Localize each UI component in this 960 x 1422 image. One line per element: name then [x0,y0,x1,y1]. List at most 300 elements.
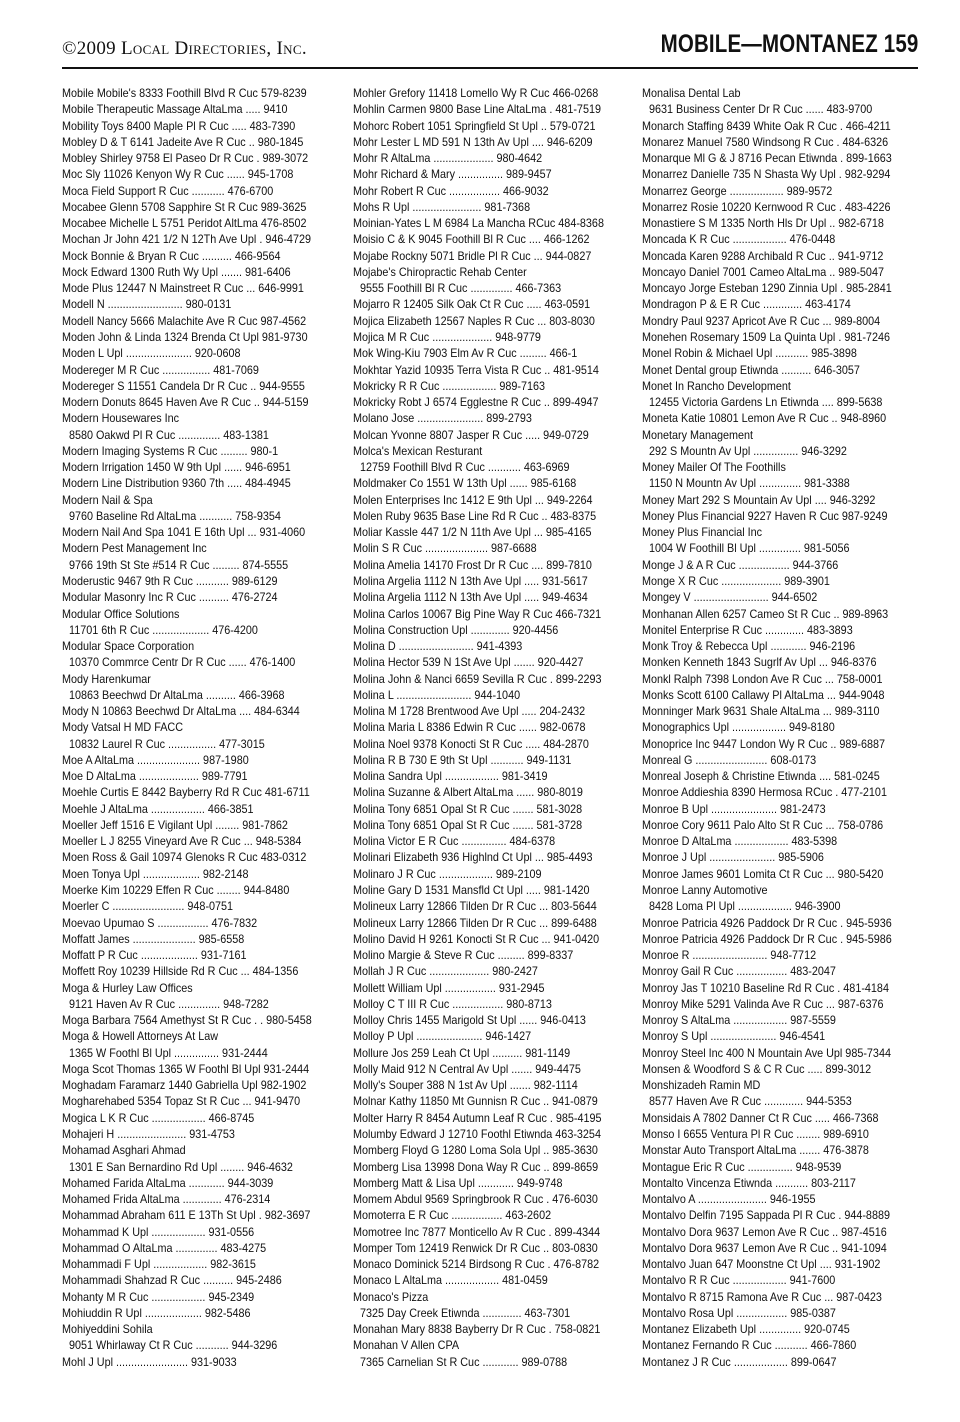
directory-listing [62,1175,338,1191]
directory-listing [642,996,918,1012]
directory-listing [62,996,338,1012]
listing-text: Montanez Elizabeth Upl .............. 920-0745 [642,1322,850,1337]
listing-text: Mohl J Upl ........................ 931-9033 [62,1354,237,1369]
listing-text: Monroy S AltaLma .................. 987-5559 [642,1013,836,1028]
directory-listing [642,492,918,508]
directory-listing [642,280,918,296]
listing-text: Moe D AltaLma .................... 989-7791 [62,769,248,784]
listing-text: Mojabe Rockny 5071 Bridle Pl R Cuc ... 944-0827 [353,248,592,263]
directory-listing [353,1159,629,1175]
listing-text: Modern Housewares Inc [62,411,180,426]
directory-listing [353,947,629,963]
listing-text: Moeller Jeff 1516 E Vigilant Upl ........ 981-7862 [62,817,288,832]
listing-text: Mohammad K Upl .................. 931-0556 [62,1224,255,1239]
listing-text: Monarch Staffing 8439 White Oak R Cuc . 466-4211 [642,118,891,133]
listing-text: Mohanty M R Cuc .................. 945-2349 [62,1289,255,1304]
directory-listing [642,264,918,280]
directory-listing [353,1191,629,1207]
listing-text: Mogica L K R Cuc .................. 466-8745 [62,1110,255,1125]
directory-listing [642,1093,918,1109]
directory-listing [642,1142,918,1158]
directory-listing [62,231,338,247]
listing-text: Molina Suzanne & Albert AltaLma ...... 980-8019 [353,785,583,800]
listing-text: Monge X R Cuc .................... 989-3901 [642,573,830,588]
directory-listing [353,833,629,849]
listing-text: Modereger S 11551 Candela Dr R Cuc .. 944-9555 [62,378,305,393]
listing-text: Monetary Management [642,427,754,442]
directory-listing [62,345,338,361]
directory-listing [642,589,918,605]
listing-text: Monroe Lanny Automotive [642,883,768,898]
directory-listing [642,606,918,622]
directory-listing [353,671,629,687]
directory-listing [353,654,629,670]
directory-listing [353,849,629,865]
directory-listing [353,606,629,622]
directory-listing [353,817,629,833]
listing-text: Monshizadeh Ramin MD [642,1078,761,1093]
directory-listing [353,378,629,394]
listing-text: Mohammadi F Upl .................. 982-3615 [62,1257,256,1272]
directory-listing [353,1028,629,1044]
listing-text: Monarrez Danielle 735 N Shasta Wy Upl . 982-9294 [642,167,891,182]
listing-text: Mohorc Robert 1051 Springfield St Upl .. 579-0721 [353,118,596,133]
directory-listing [642,540,918,556]
listing-text: Montalvo Dora 9637 Lemon Ave R Cuc .. 987-4516 [642,1224,887,1239]
listing-text: Moehle J AltaLma .................. 466-3851 [62,801,254,816]
listing-text: Molnar Kathy 11850 Mt Gunnisn R Cuc .. 941-0879 [353,1094,598,1109]
listing-text: Monehen Rosemary 1509 La Quinta Upl . 981-7246 [642,329,890,344]
directory-listing [62,1256,338,1272]
directory-listing [353,801,629,817]
listing-text: Monaco L AltaLma .................. 481-0459 [353,1273,548,1288]
directory-listing [62,1224,338,1240]
listing-text: Mohs R Upl ....................... 981-7368 [353,199,531,214]
directory-listing [62,1093,338,1109]
directory-listing [353,296,629,312]
listing-text: Moe A AltaLma ..................... 987-1980 [62,752,249,767]
listing-text: Mondragon P & E R Cuc ............. 463-4174 [642,297,851,312]
directory-listing [62,1207,338,1223]
directory-listing [62,199,338,215]
directory-listing [642,231,918,247]
directory-listing [642,752,918,768]
listing-text: Mohammadi Shahzad R Cuc .......... 945-2486 [62,1273,282,1288]
listing-text: Modular Space Corporation [62,639,195,654]
listing-text: Mojabe's Chiropractic Rehab Center [353,264,527,279]
listing-text: Molano Jose ...................... 899-2793 [353,411,532,426]
directory-listing [353,345,629,361]
listing-text: Mock Bonnie & Bryan R Cuc .......... 466-9564 [62,248,281,263]
directory-listing [62,427,338,443]
directory-listing [642,833,918,849]
directory-listing [62,622,338,638]
listing-text: Moderustic 9467 9th R Cuc ........... 989-6129 [62,573,278,588]
directory-listing [353,1207,629,1223]
directory-listing [353,915,629,931]
listing-text: Molca's Mexican Resturant [353,443,483,458]
listing-text: Monsen & Woodford S & C R Cuc ..... 899-3012 [642,1061,872,1076]
listing-text: Money Plus Financial 9227 Haven R Cuc 987-9249 [642,508,888,523]
directory-listing [353,1272,629,1288]
directory-listing [353,101,629,117]
listing-text: Molen Enterprises Inc 1412 E 9th Upl ... 949-2264 [353,492,593,507]
listing-text: Monarrez George .................. 989-9572 [642,183,833,198]
listing-text: Molina M 1728 Brentwood Ave Upl ..... 204-2432 [353,704,586,719]
directory-listing [353,866,629,882]
listing-text: Mogharehabed 5354 Topaz St R Cuc ... 941-9470 [62,1094,301,1109]
directory-listing [62,1354,338,1370]
listing-text: Mohamed Frida AltaLma ............. 476-2314 [62,1192,271,1207]
listing-text: Molina D ......................... 941-4393 [353,639,523,654]
directory-listing [62,638,338,654]
listing-text: Moinian-Yates L M 6984 La Mancha RCuc 484-8368 [353,216,604,231]
directory-listing [642,410,918,426]
listing-text: Monsidais A 7802 Danner Ct R Cuc ..... 466-7368 [642,1110,879,1125]
listing-text: Modern Nail & Spa [62,492,153,507]
listing-text: Montalvo R 8715 Ramona Ave R Cuc ... 987-0423 [642,1289,882,1304]
listing-text: Moga & Howell Attorneys At Law [62,1029,219,1044]
listing-text: 9760 Baseline Rd AltaLma ........... 758-9354 [69,508,281,523]
listing-text: Mohr Lester L MD 591 N 13th Av Upl .... 946-6209 [353,134,593,149]
listing-text: Monroy Steel Inc 400 N Mountain Ave Upl 985-7344 [642,1045,891,1060]
listing-text: Monroe Patricia 4926 Paddock Dr R Cuc . 945-5936 [642,915,892,930]
listing-text: Molina Tony 6851 Opal St R Cuc ....... 581-3028 [353,801,583,816]
directory-listing [642,378,918,394]
directory-listing [62,671,338,687]
directory-listing [62,703,338,719]
listing-text: Mojica Elizabeth 12567 Naples R Cuc ... 803-8030 [353,313,595,328]
listing-text: Moffatt James ..................... 985-6558 [62,931,245,946]
directory-listing [642,915,918,931]
listing-text: Modereger M R Cuc ................ 481-7069 [62,362,259,377]
listing-text: Mobley D & T 6141 Jadeite Ave R Cuc .. 980-1845 [62,134,304,149]
listing-text: Moerler C ........................ 948-0751 [62,899,234,914]
directory-listing [642,313,918,329]
directory-listing [353,1045,629,1061]
listing-text: Moffatt P R Cuc ................... 931-7161 [62,948,247,963]
directory-listing [62,150,338,166]
directory-listing [642,508,918,524]
directory-listing [353,118,629,134]
listing-text: Moncayo Daniel 7001 Cameo AltaLma .. 989-5047 [642,264,884,279]
directory-listing [642,183,918,199]
directory-listing [62,378,338,394]
directory-listing [642,1289,918,1305]
listing-text: Monet Dental group Etiwnda .......... 646-3057 [642,362,860,377]
directory-listing [62,833,338,849]
directory-listing [642,736,918,752]
directory-listing [62,540,338,556]
directory-listing [642,1159,918,1175]
directory-listing [353,1126,629,1142]
listing-text: Moline Gary D 1531 Mansfld Ct Upl ..... 981-1420 [353,883,590,898]
directory-listing [62,1126,338,1142]
listing-text: Moga Scot Thomas 1365 W Foothl Bl Upl 931-2444 [62,1061,310,1076]
directory-listing [62,931,338,947]
listing-text: Mohlin Carmen 9800 Base Line AltaLma . 481-7519 [353,102,601,117]
listing-text: Moehle Curtis E 8442 Bayberry Rd R Cuc 481-6711 [62,785,310,800]
directory-listing [353,134,629,150]
directory-listing [642,1305,918,1321]
directory-listing [62,654,338,670]
directory-listing [62,394,338,410]
directory-listing [353,931,629,947]
directory-listing [642,443,918,459]
listing-text: 1150 N Mountn Av Upl .............. 981-3388 [649,476,850,491]
listing-text: Molumby Edward J 12710 Foothl Etiwnda 463-3254 [353,1127,601,1141]
directory-listing [62,866,338,882]
listing-text: Moneta Katie 10801 Lemon Ave R Cuc .. 948-8960 [642,411,887,426]
listing-text: Molina Hector 539 N 1St Ave Upl ....... 920-4427 [353,655,584,670]
listing-text: Mohr Richard & Mary ............... 989-9457 [353,167,552,182]
listing-text: Monken Kenneth 1843 Sugrlf Av Upl ... 946-8376 [642,655,877,670]
listing-text: Monroe Patricia 4926 Paddock Dr R Cuc . 945-5986 [642,931,892,946]
listing-text: Molina John & Nanci 6659 Sevilla R Cuc . 899-2293 [353,671,602,686]
directory-listing [353,199,629,215]
directory-listing [642,85,918,101]
listing-text: Molina Maria L 8386 Edwin R Cuc ...... 982-0678 [353,720,586,735]
listing-text: Monroe Addieshia 8390 Hermosa RCuc . 477-2101 [642,785,887,800]
directory-listing [642,671,918,687]
listing-text: Molina Sandra Upl .................. 981-3419 [353,769,548,784]
listing-text: Monitel Enterprise R Cuc ............. 483-3893 [642,622,853,637]
directory-listing [353,687,629,703]
listing-text: Montalto Vincenza Etiwnda ........... 803-2117 [642,1175,856,1190]
listing-text: Moerke Kim 10229 Effen R Cuc ........ 944-8480 [62,883,290,898]
listing-text: Mohr Robert R Cuc ................. 466-9032 [353,183,549,198]
listing-text: Molcan Yvonne 8807 Jasper R Cuc ..... 949-0729 [353,427,589,442]
listing-column-1 [62,85,338,1370]
directory-listing [353,557,629,573]
directory-listing [642,898,918,914]
listing-text: Monroe D AltaLma .................. 483-5398 [642,834,838,849]
directory-listing [353,573,629,589]
directory-listing [62,118,338,134]
directory-listing [62,980,338,996]
listing-text: Molineux Larry 12866 Tilden Dr R Cuc ... 803-5644 [353,899,597,914]
listing-text: Monoprice Inc 9447 London Wy R Cuc .. 989-6887 [642,736,886,751]
directory-listing [62,882,338,898]
listing-text: Moeller L J 8255 Vineyard Ave R Cuc ... 948-5384 [62,834,302,849]
listing-text: Monge J & A R Cuc ................. 944-3766 [642,557,839,572]
listing-text: Molina L ......................... 944-1040 [353,687,521,702]
directory-listing [62,362,338,378]
directory-listing [353,784,629,800]
directory-listing [62,280,338,296]
listing-text: 10370 Commrce Centr Dr R Cuc ...... 476-1400 [69,655,296,670]
directory-listing [642,150,918,166]
directory-listing [62,508,338,524]
directory-listing [642,866,918,882]
listing-text: Monalisa Dental Lab [642,86,741,100]
directory-listing [62,134,338,150]
listing-text: Montalvo Rosa Upl ................. 985-0387 [642,1305,836,1320]
listing-text: Molly's Souper 388 N 1st Av Upl ....... 982-1114 [353,1078,578,1093]
directory-listing [642,1256,918,1272]
listing-text: Monographics Upl .................. 949-8180 [642,720,835,735]
directory-listing [642,248,918,264]
directory-listing [353,1240,629,1256]
directory-listing [62,1305,338,1321]
listing-text: Modern Donuts 8645 Haven Ave R Cuc .. 944-5159 [62,395,309,410]
listing-text: Monroe J Upl ...................... 985-5906 [642,850,824,865]
directory-listing [62,443,338,459]
listing-text: Moliar Kassle 447 1/2 N 11th Ave Upl ... 985-4165 [353,525,592,540]
directory-listing [353,166,629,182]
directory-listing [642,345,918,361]
listing-text: Momem Abdul 9569 Springbrook R Cuc . 476-6030 [353,1192,598,1207]
directory-listing [353,280,629,296]
listing-text: Monroy Gail R Cuc ................. 483-2047 [642,964,836,979]
listing-text: Molina Amelia 14170 Frost Dr R Cuc .... 899-7810 [353,557,592,572]
publisher-credit: ©2009 Local Directories, Inc. [62,38,307,59]
listing-text: 8577 Haven Ave R Cuc ............. 944-5353 [649,1094,852,1109]
directory-listing [62,1289,338,1305]
listing-text: Montalvo Delfin 7195 Sappada Pl R Cuc . 944-8889 [642,1208,890,1223]
directory-listing [62,557,338,573]
directory-listing [642,1012,918,1028]
listing-text: 9121 Haven Av R Cuc .............. 948-7282 [69,996,269,1011]
directory-listing [353,638,629,654]
directory-listing [62,410,338,426]
listing-text: Monarez Manuel 7580 Windsong R Cuc . 484-6326 [642,134,889,149]
listing-text: Monroe James 9601 Lomita Ct R Cuc ... 980-5420 [642,866,884,881]
listing-text: Moden John & Linda 1324 Brenda Ct Upl 981-9730 [62,329,308,344]
directory-listing [62,1061,338,1077]
directory-listing [642,215,918,231]
directory-listing [353,719,629,735]
directory-listing [642,931,918,947]
directory-listing [62,1012,338,1028]
listing-text: Mokricky R R Cuc .................. 989-7163 [353,378,546,393]
listing-text: Molloy Chris 1455 Marigold St Upl ...... 946-0413 [353,1013,586,1028]
page-range-and-number: MOBILE—MONTANEZ 159 [660,30,918,58]
directory-listing [62,606,338,622]
directory-listing [642,1240,918,1256]
directory-listing [62,248,338,264]
listing-text: Moen Tonya Upl ................... 982-2148 [62,866,249,881]
directory-listing [62,915,338,931]
directory-listing [642,947,918,963]
listing-text: Molineux Larry 12866 Tilden Dr R Cuc ... 899-6488 [353,915,597,930]
listing-text: Monel Robin & Michael Upl ........... 985-3898 [642,346,857,361]
directory-listing [642,524,918,540]
directory-listing [353,980,629,996]
directory-listing [62,475,338,491]
directory-listing [353,1077,629,1093]
listing-text: Mock Edward 1300 Ruth Wy Upl ....... 981-6406 [62,264,291,279]
directory-listing [353,362,629,378]
listing-text: Monroe Cory 9611 Palo Alto St R Cuc ... 758-0786 [642,817,884,832]
listing-text: Molly Maid 912 N Central Av Upl ....... 949-4475 [353,1061,581,1076]
listing-text: Mollah J R Cuc .................... 980-2427 [353,964,538,979]
listing-text: Money Mart 292 S Mountain Av Upl .... 946-3292 [642,492,876,507]
directory-listing [62,849,338,865]
directory-listing [62,329,338,345]
directory-listing [353,508,629,524]
directory-listing [353,1224,629,1240]
directory-listing [642,134,918,150]
directory-listing [353,1289,629,1305]
listing-text: Moevao Upumao S ................. 476-7832 [62,915,258,930]
listing-text: Montalvo R R Cuc .................. 941-7600 [642,1273,836,1288]
directory-listing [62,1077,338,1093]
header-rule [62,67,918,69]
directory-listing [642,1077,918,1093]
directory-listing [62,801,338,817]
listing-text: Mobility Toys 8400 Maple Pl R Cuc ..... 483-7390 [62,118,296,133]
directory-listing [642,1337,918,1353]
directory-listing [642,638,918,654]
listing-text: Mohiuddin R Upl ................... 982-5486 [62,1305,251,1320]
listing-text: Monroe B Upl ...................... 981-2473 [642,801,826,816]
directory-listing [62,947,338,963]
directory-listing [642,296,918,312]
listing-text: Mobile Mobile's 8333 Foothill Blvd R Cuc 579-8239 [62,86,307,100]
listing-text: Moga & Hurley Law Offices [62,980,193,995]
listing-text: Monahan Mary 8838 Bayberry Dr R Cuc . 758-0821 [353,1322,601,1337]
directory-listing [353,410,629,426]
listing-text: Mohamed Farida AltaLma ............ 944-3039 [62,1175,274,1190]
listing-text: Montalvo Juan 647 Moonstne Ct Upl .... 931-1902 [642,1257,881,1272]
directory-listing [62,687,338,703]
directory-listing [642,101,918,117]
listing-text: Montanez Fernando R Cuc ........... 466-7860 [642,1338,857,1353]
listing-text: Moncayo Jorge Esteban 1290 Zinnia Upl . 985-2841 [642,281,892,296]
directory-listing [642,654,918,670]
directory-listing [353,459,629,475]
directory-listing [353,1337,629,1353]
listing-text: Montalvo Dora 9637 Lemon Ave R Cuc .. 941-1094 [642,1240,887,1255]
directory-listing [353,752,629,768]
directory-listing [642,1110,918,1126]
listing-text: Montalvo A ....................... 946-1955 [642,1192,816,1207]
directory-listing [642,1061,918,1077]
directory-listing [62,736,338,752]
listing-text: Monroe R ......................... 948-7712 [642,948,817,963]
directory-listing [62,784,338,800]
directory-listing [642,1191,918,1207]
listing-text: 10863 Beechwd Dr AltaLma .......... 466-3968 [69,687,285,702]
directory-listing [62,1142,338,1158]
directory-listing [642,118,918,134]
directory-listing [62,313,338,329]
listing-text: 8428 Loma Pl Upl .................. 946-3900 [649,899,841,914]
directory-listing [353,1354,629,1370]
listing-text: Molina Construction Upl ............. 920-4456 [353,622,559,637]
listing-text: Mohr R AltaLma .................... 980-4642 [353,151,543,166]
listing-column-3 [642,85,918,1370]
listing-text: Mollure Jos 259 Leah Ct Upl .......... 981-1149 [353,1045,571,1060]
directory-listing [353,898,629,914]
listing-text: Modular Office Solutions [62,606,180,621]
directory-listing [62,264,338,280]
directory-listing [62,768,338,784]
directory-listing [353,1175,629,1191]
listing-text: 7365 Carnelian St R Cuc ............ 989-0788 [360,1354,568,1369]
listing-text: Mody N 10863 Beechwd Dr AltaLma .... 484-6344 [62,704,300,719]
directory-listing [353,589,629,605]
directory-listing [353,1093,629,1109]
directory-listing [642,622,918,638]
directory-listing [642,719,918,735]
listing-text: 12759 Foothill Blvd R Cuc ........... 463-6969 [360,460,570,475]
listing-text: Moisio C & K 9045 Foothill Bl R Cuc .... 466-1262 [353,232,590,247]
listing-text: Momoterra E R Cuc ................. 463-2602 [353,1208,552,1223]
directory-listing [642,1175,918,1191]
listing-text: 9766 19th St Ste #514 R Cuc ......... 874-5555 [69,557,289,572]
